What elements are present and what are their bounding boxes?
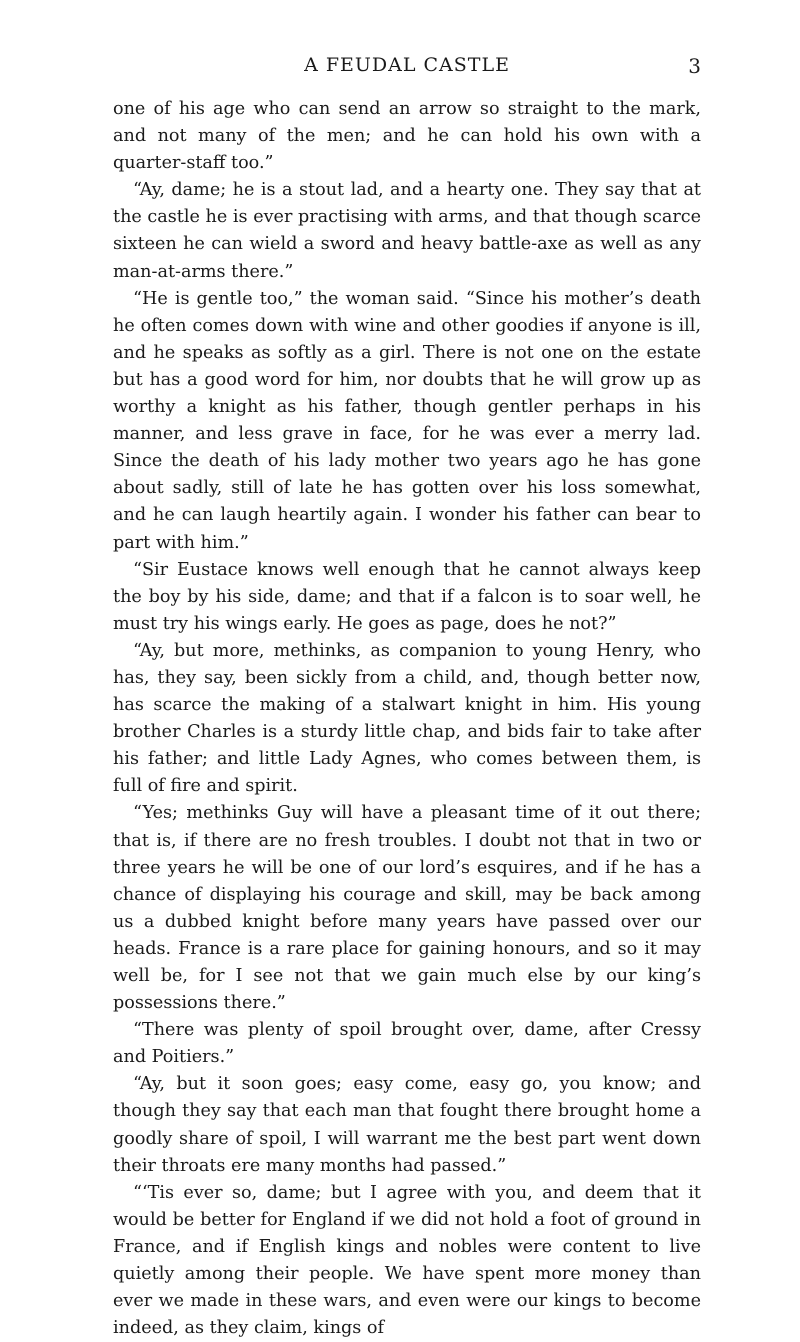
paragraph: “There was plenty of spoil brought over, dame, after Cressy and Poitiers.” [113, 1020, 701, 1068]
running-head [113, 54, 701, 84]
paragraph: “Ay, but more, methinks, as companion to young Henry, who has, they say, been sickly from a child, and, though better now, has scarce the making of a stalwart knight in him. His young brother Charles is a sturdy little chap, and bids fair to take after his father; and little Lady Agnes, who comes between them, is full of fire and spirit. [113, 640, 701, 797]
paragraph: “Yes; methinks Guy will have a pleasant time of it out there; that is, if there are no fresh troubles. I doubt not that in two or three years he will be one of our lord’s esquires, and if he has a chance of displaying his courage and skill, may be back among us a dubbed knight before many years have passed over our heads. France is a rare place for gaining honours, and so it may well be, for I see not that we gain much else by our king’s possessions there.” [113, 803, 701, 1014]
body-text [113, 96, 701, 1342]
paragraph: “Sir Eustace knows well enough that he cannot always keep the boy by his side, dame; and that if a falcon is to soar well, he must try his wings early. He goes as page, does he not?” [113, 559, 701, 634]
paragraph: “He is gentle too,” the woman said. “Since his mother’s death he often comes down with wine and other goodies if anyone is ill, and he speaks as softly as a girl. There is not one on the estate but has a good word for him, nor doubts that he will grow up as worthy a knight as his father, though gentler perhaps in his manner, and less grave in face, for he was ever a merry lad. Since the death of his lady mother two years ago he has gone about sadly, still of late he has gotten over his loss somewhat, and he can laugh heartily again. I wonder his father can bear to part with him.” [113, 288, 701, 553]
paragraph: “Ay, dame; he is a stout lad, and a hearty one. They say that at the castle he is ever practising with arms, and that though scarce sixteen he can wield a sword and heavy battle-axe as well as any man-at-arms there.” [113, 180, 701, 282]
page-number: 3 [688, 54, 701, 78]
running-title: A FEUDAL CASTLE [304, 54, 510, 76]
paragraph: “‘Tis ever so, dame; but I agree with you, and deem that it would be better for England if we did not hold a foot of ground in France, and if English kings and nobles were content to live quietly among their people. We have spent more money than ever we made in these wars, and even were our kings to become indeed, as they claim, kings of [113, 1182, 701, 1339]
paragraph: “Ay, but it soon goes; easy come, easy go, you know; and though they say that each man that fought there brought home a goodly share of spoil, I will warrant me the best part went down their throats ere many months had passed.” [113, 1074, 701, 1176]
paragraph: one of his age who can send an arrow so straight to the mark, and not many of the men; and he can hold his own with a quarter-staff too.” [113, 99, 701, 174]
